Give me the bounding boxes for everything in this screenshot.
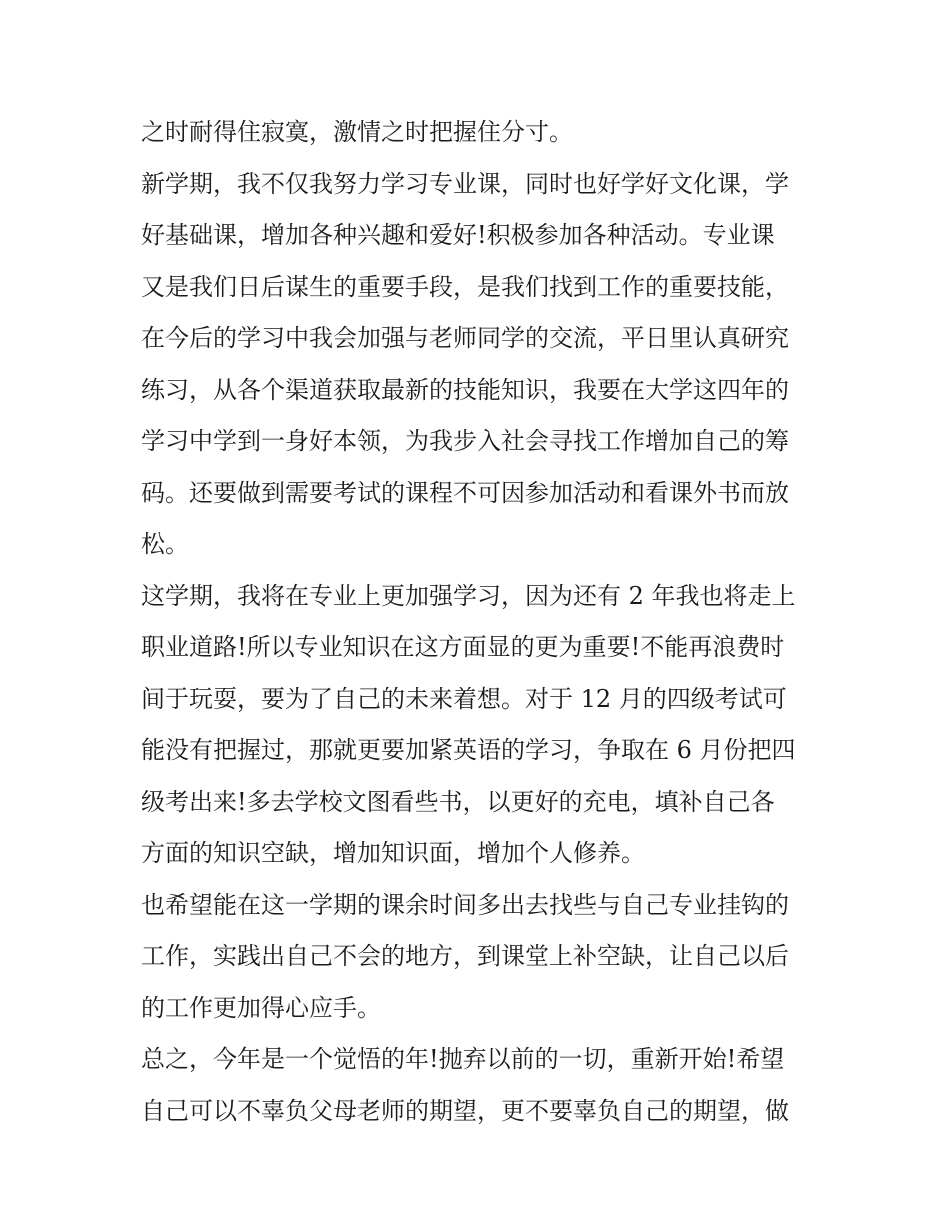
text-line: 也希望能在这一学期的课余时间多出去找些与自己专业挂钩的: [141, 890, 789, 919]
text-line: 学习中学到一身好本领，为我步入社会寻找工作增加自己的筹: [141, 427, 789, 455]
text-line: 码。还要做到需要考试的课程不可因参加活动和看课外书而放: [141, 478, 789, 507]
text-line: 新学期，我不仅我努力学习专业课，同时也好学好文化课，学: [141, 169, 789, 198]
text-line: 的工作更加得心应手。: [141, 993, 381, 1022]
text-line: 之时耐得住寂寞，激情之时把握住分寸。: [141, 118, 573, 146]
text-line: 松。: [141, 530, 189, 558]
paragraph-2: [141, 159, 821, 571]
text-line: 能没有把握过，那就更要加紧英语的学习，争取在 6 月份把四: [141, 736, 796, 764]
text-line: 工作，实践出自己不会的地方，到课堂上补空缺，让自己以后: [141, 942, 789, 970]
text-line: 又是我们日后谋生的重要手段，是我们找到工作的重要技能，: [141, 272, 789, 301]
paragraph-3: [141, 571, 821, 880]
text-line: 好基础课，增加各种兴趣和爱好!积极参加各种活动。专业课: [141, 221, 775, 249]
text-line: 方面的知识空缺，增加知识面，增加个人修养。: [141, 839, 645, 867]
text-line: 间于玩耍，要为了自己的未来着想。对于 12 月的四级考试可: [141, 684, 787, 713]
text-line: 练习，从各个渠道获取最新的技能知识，我要在大学这四年的: [141, 375, 789, 404]
text-line: 总之，今年是一个觉悟的年!抛弃以前的一切，重新开始!希望: [141, 1045, 785, 1073]
document-body: [141, 107, 821, 1137]
text-line: 在今后的学习中我会加强与老师同学的交流，平日里认真研究: [141, 324, 789, 352]
text-line: 职业道路!所以专业知识在这方面显的更为重要!不能再浪费时: [141, 633, 785, 661]
paragraph-4: [141, 880, 821, 1035]
text-line: 这学期，我将在专业上更加强学习，因为还有 2 年我也将走上: [141, 581, 796, 610]
paragraph-1: [141, 107, 821, 159]
text-line: 自己可以不辜负父母老师的期望，更不要辜负自己的期望，做: [141, 1096, 789, 1125]
text-line: 级考出来!多去学校文图看些书，以更好的充电，填补自己各: [141, 787, 775, 816]
paragraph-5: [141, 1034, 821, 1137]
